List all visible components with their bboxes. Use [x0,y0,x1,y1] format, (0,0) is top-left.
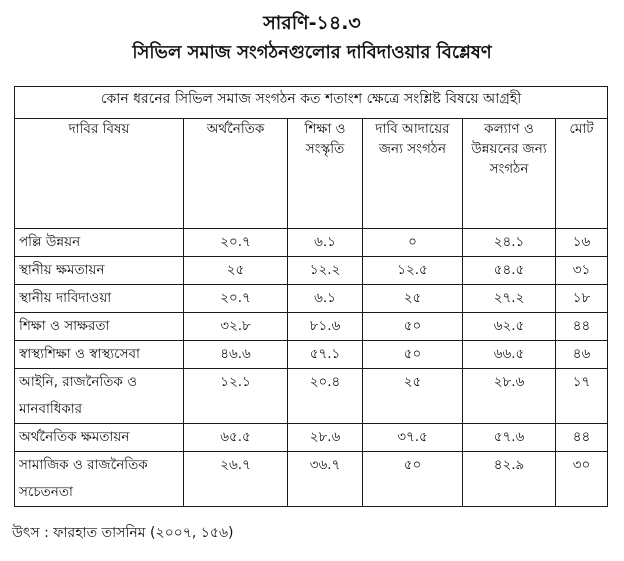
table-title: সিভিল সমাজ সংগঠনগুলোর দাবিদাওয়ার বিশ্লেষণ [132,42,492,63]
cell-welfare-development: ২৭.২ [463,285,556,313]
cell-economic: ২৫ [184,257,288,285]
cell-total: ৩০ [556,452,608,507]
cell-education-culture: ১২.২ [288,257,363,285]
cell-total: ১৮ [556,285,608,313]
table-row [15,285,608,313]
cell-demand-organization: ৫০ [363,313,463,341]
table-row [15,452,608,507]
cell-education-culture: ৬.১ [288,229,363,257]
header-welfare-development: কল্যাণ ও উন্নয়নের জন্য সংগঠন [463,119,556,229]
cell-education-culture: ২৮.৬ [288,424,363,452]
table-row [15,369,608,424]
header-total: মোট [556,119,608,229]
cell-welfare-development: ৫৭.৬ [463,424,556,452]
cell-demand-organization: ২৫ [363,369,463,424]
row-label: স্থানীয় ক্ষমতায়ন [15,257,184,285]
table-row [15,341,608,369]
cell-education-culture: ৫৭.১ [288,341,363,369]
cell-education-culture: ২০.৪ [288,369,363,424]
cell-total: ৪৪ [556,424,608,452]
header-demand-subject: দাবির বিষয় [15,119,184,229]
cell-welfare-development: ৬৬.৫ [463,341,556,369]
row-label: অর্থনৈতিক ক্ষমতায়ন [15,424,184,452]
cell-welfare-development: ২৮.৬ [463,369,556,424]
cell-welfare-development: ৫৪.৫ [463,257,556,285]
cell-economic: ৬৫.৫ [184,424,288,452]
cell-economic: ১২.১ [184,369,288,424]
row-label: স্থানীয় দাবিদাওয়া [15,285,184,313]
cell-economic: ৪৬.৬ [184,341,288,369]
cell-education-culture: ৮১.৬ [288,313,363,341]
cell-demand-organization: ৫০ [363,341,463,369]
table-row [15,257,608,285]
table-row [15,229,608,257]
header-demand-organization: দাবি আদায়ের জন্য সংগঠন [363,119,463,229]
cell-economic: ২০.৭ [184,285,288,313]
cell-total: ১৬ [556,229,608,257]
header-economic: অর্থনৈতিক [184,119,288,229]
table-caption: কোন ধরনের সিভিল সমাজ সংগঠন কত শতাংশ ক্ষেত্রে সংশ্লিষ্ট বিষয়ে আগ্রহী [15,87,608,119]
cell-economic: ২৬.৭ [184,452,288,507]
cell-education-culture: ৬.১ [288,285,363,313]
row-label: শিক্ষা ও সাক্ষরতা [15,313,184,341]
cell-total: ৩১ [556,257,608,285]
demands-analysis-table [14,86,608,507]
table-number-title: সারণি-১৪.৩ [263,12,361,34]
cell-demand-organization: ২৫ [363,285,463,313]
table-row [15,313,608,341]
cell-demand-organization: ১২.৫ [363,257,463,285]
row-label: স্বাস্থ্যশিক্ষা ও স্বাস্থ্যসেবা [15,341,184,369]
cell-welfare-development: ২৪.১ [463,229,556,257]
cell-economic: ৩২.৮ [184,313,288,341]
cell-demand-organization: ৩৭.৫ [363,424,463,452]
table-row [15,424,608,452]
cell-total: ১৭ [556,369,608,424]
cell-demand-organization: ৫০ [363,452,463,507]
cell-welfare-development: ৬২.৫ [463,313,556,341]
cell-economic: ২০.৭ [184,229,288,257]
cell-total: ৪৬ [556,341,608,369]
row-label: সামাজিক ও রাজনৈতিক সচেতনতা [15,452,184,507]
row-label: পল্লি উন্নয়ন [15,229,184,257]
source-citation: উৎস : ফারহাত তাসনিম (২০০৭, ১৫৬) [12,525,234,541]
cell-welfare-development: ৪২.৯ [463,452,556,507]
row-label: আইনি, রাজনৈতিক ও মানবাধিকার [15,369,184,424]
cell-total: ৪৪ [556,313,608,341]
cell-education-culture: ৩৬.৭ [288,452,363,507]
cell-demand-organization: ০ [363,229,463,257]
header-education-culture: শিক্ষা ও সংস্কৃতি [288,119,363,229]
